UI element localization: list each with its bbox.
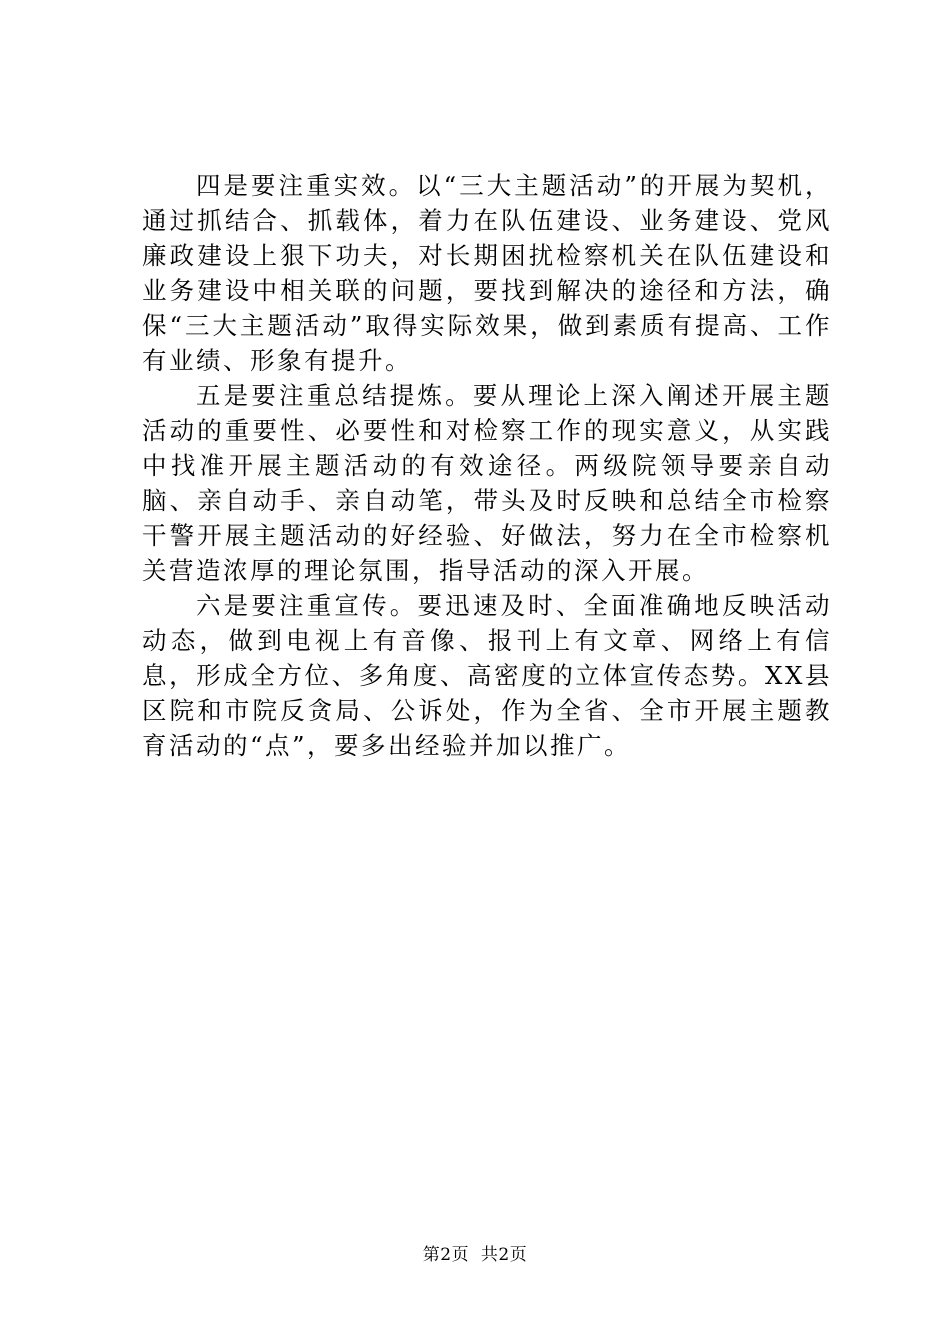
paragraph-zongjie-tilian: 五是要注重总结提炼。要从理论上深入阐述开展主题活动的重要性、必要性和对检察工作的现实意义，从实践中找准开展主题活动的有效途径。两级院领导要亲自动脑、亲自动手、亲自动笔，带头及时反映和总结全市检察干警开展主题活动的好经验、好做法，努力在全市检察机关营造浓厚的理论氛围，指导活动的深入开展。: [142, 381, 832, 585]
paragraph-shixiao: 四是要注重实效。以“三大主题活动”的开展为契机，通过抓结合、抓载体，着力在队伍建设、业务建设、党风廉政建设上狠下功夫，对长期困扰检察机关在队伍建设和业务建设中相关联的问题，要找到解决的途径和方法，确保“三大主题活动”取得实际效果，做到素质有提高、工作有业绩、形象有提升。: [142, 171, 832, 375]
document-body: [142, 168, 832, 763]
paragraph-xuanchuan: 六是要注重宣传。要迅速及时、全面准确地反映活动动态，做到电视上有音像、报刊上有文章、网络上有信息，形成全方位、多角度、高密度的立体宣传态势。XX县区院和市院反贪局、公诉处，作为全省、全市开展主题教育活动的“点”，要多出经验并加以推广。: [142, 591, 832, 760]
page-number-footer: 第2页 共2页: [422, 1245, 528, 1265]
